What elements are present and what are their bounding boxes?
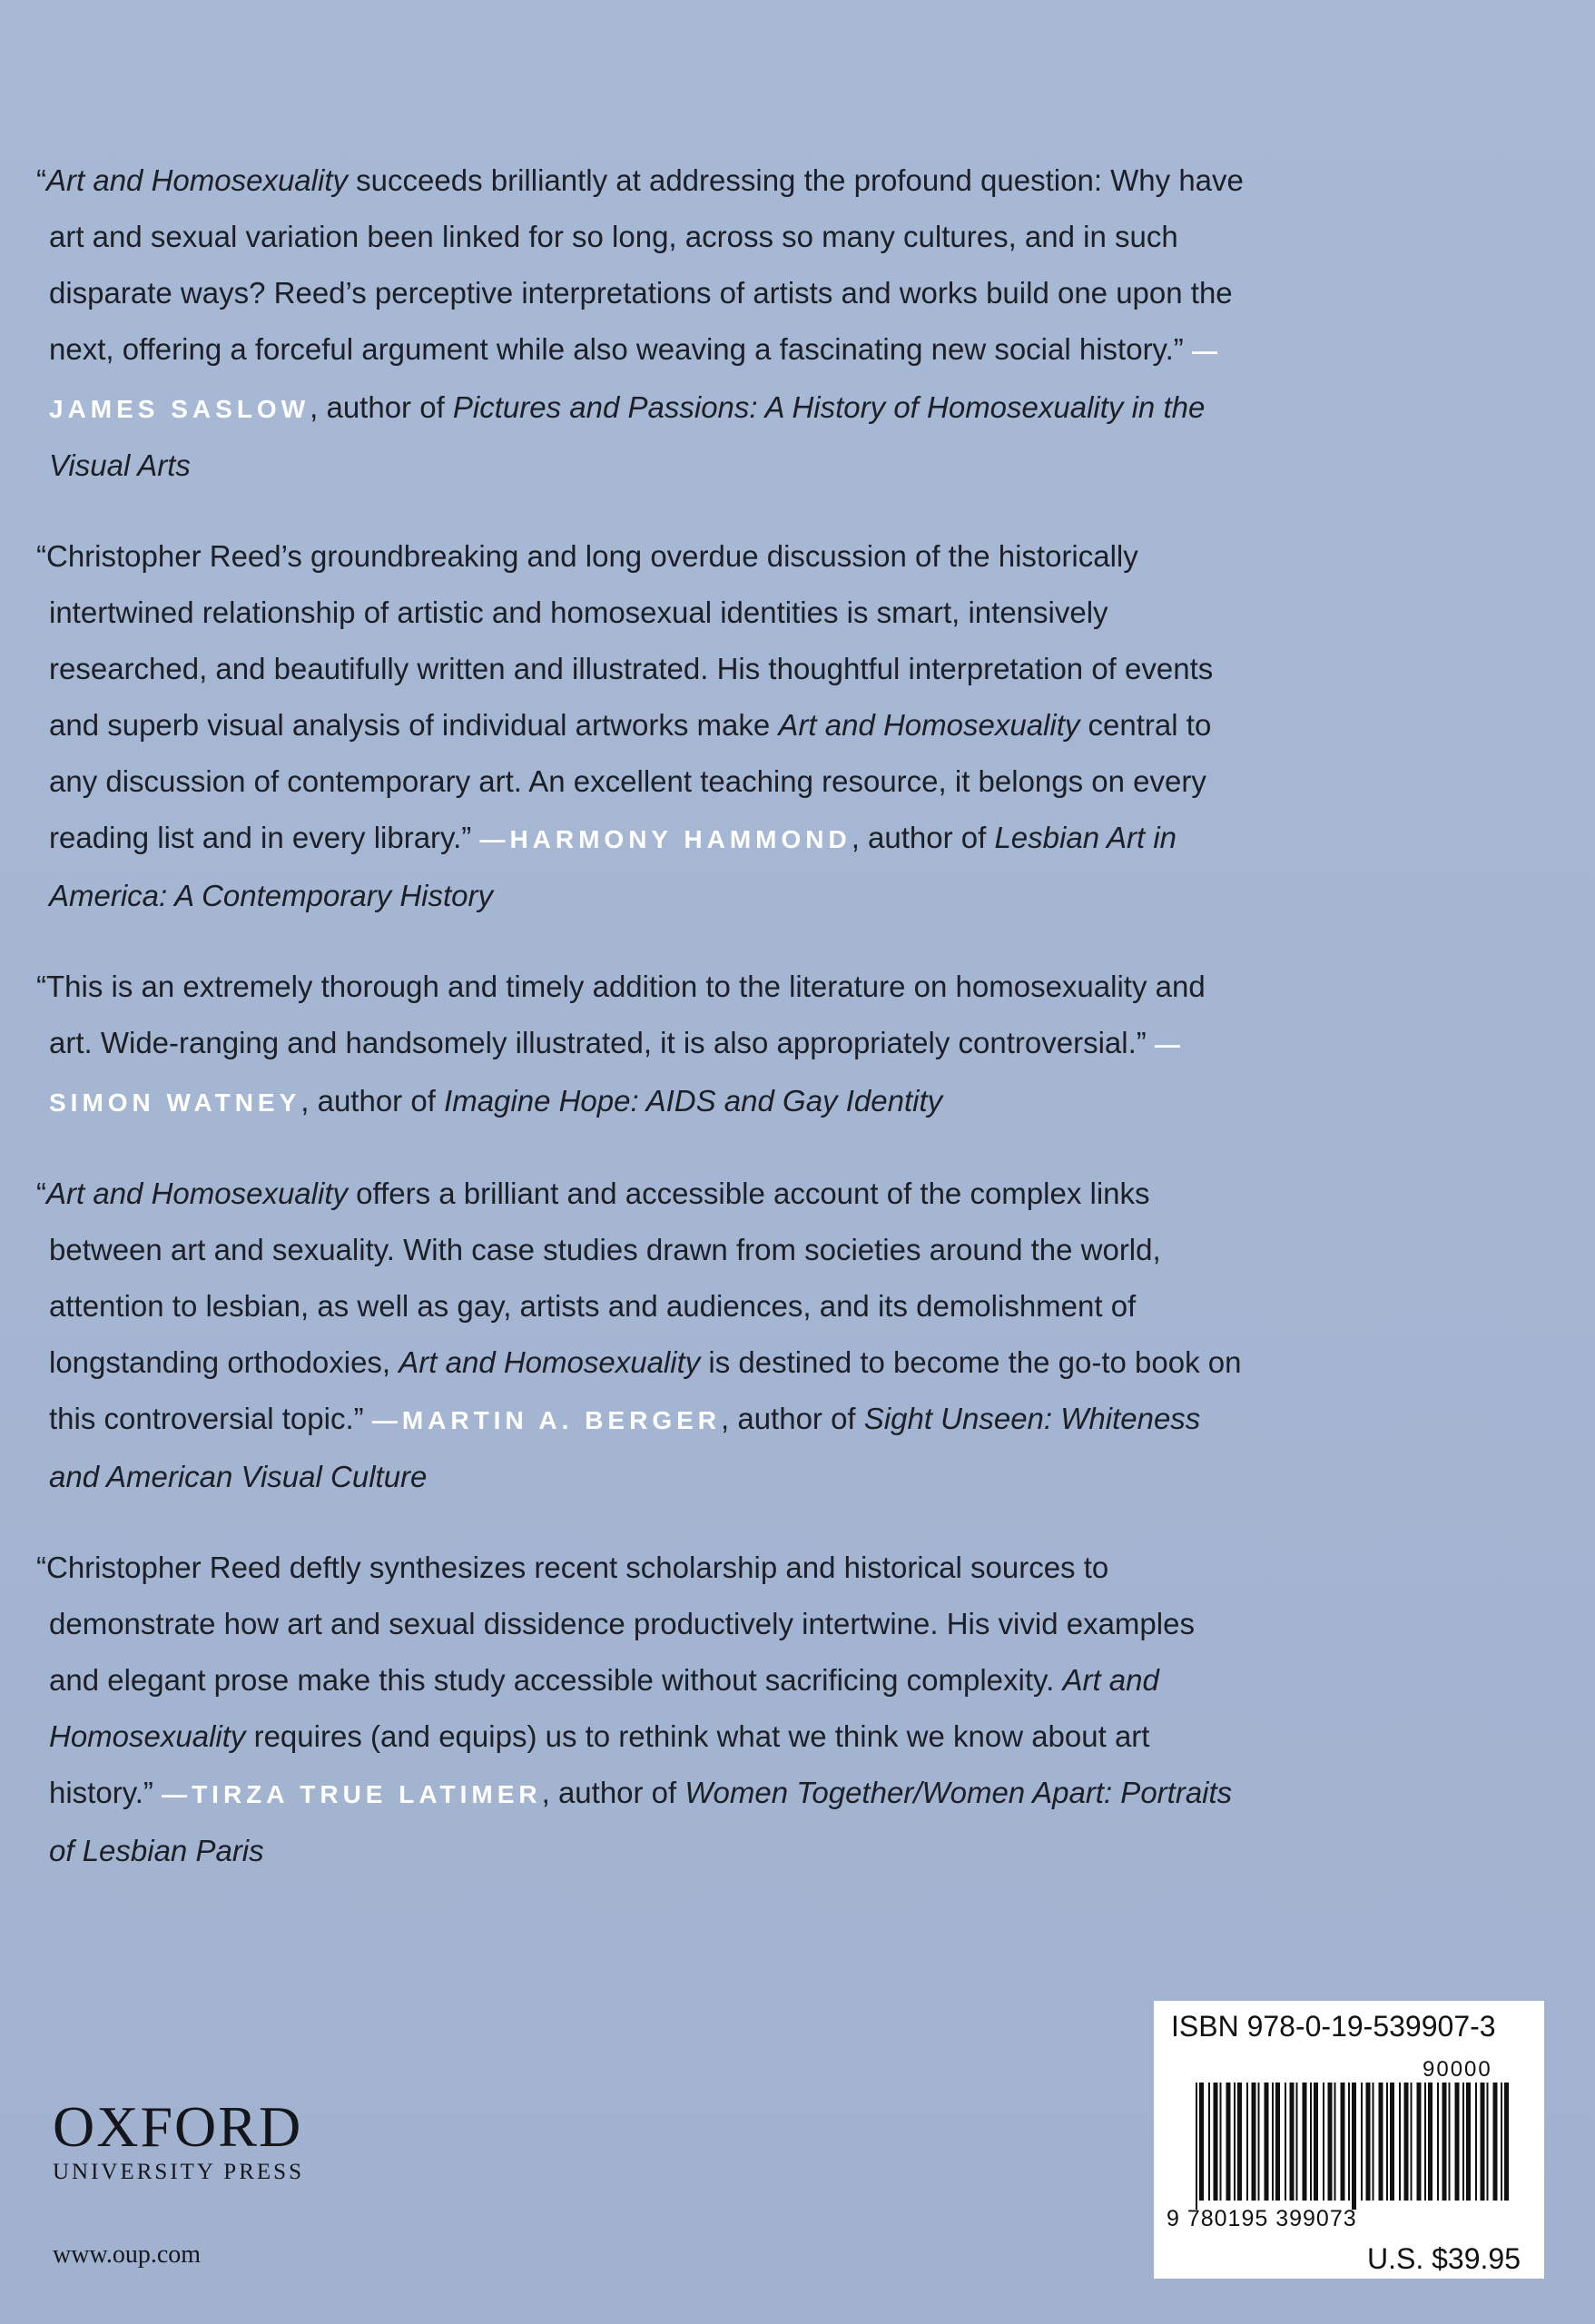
reviewer-name: —JAMES SASLOW <box>49 337 1222 423</box>
blurb <box>36 1540 1253 1879</box>
italic-title: Imagine Hope: AIDS and Gay Identity <box>444 1084 943 1118</box>
blurb-text: “ <box>36 163 46 197</box>
isbn-text: ISBN 978-0-19-539907-3 <box>1171 2010 1496 2043</box>
italic-title: Art and Homosexuality <box>49 1663 1159 1753</box>
reviewer-name: —SIMON WATNEY <box>49 1030 1185 1117</box>
blurb-text: “This is an extremely thorough and timely addition to the literature on homosexuality and art. Wide-ranging and handsomely illustrated, it is also appropriately controversial.” <box>36 970 1206 1059</box>
publisher-url: www.oup.com <box>53 2240 202 2269</box>
price: U.S. $39.95 <box>1367 2242 1521 2275</box>
blurb-text: “Christopher Reed deftly synthesizes recent scholarship and historical sources to demonstrate how art and sexual dissidence productively intertwine. His vivid examples and elegant prose make this study accessible without sacrificing complexity. <box>36 1551 1195 1697</box>
italic-title: Sight Unseen: Whiteness and American Visual Culture <box>49 1402 1201 1493</box>
italic-title: Art and Homosexuality <box>46 163 348 197</box>
publisher-name: OXFORD <box>53 2094 303 2159</box>
blurb-text: , author of <box>541 1776 685 1809</box>
barcode-icon <box>1196 2083 1522 2219</box>
blurb <box>36 1166 1253 1505</box>
blurb-text: , author of <box>300 1084 445 1118</box>
oxford-logo <box>53 2094 304 2188</box>
reviewer-name: —HARMONY HAMMOND <box>479 825 852 853</box>
blurb <box>36 153 1253 494</box>
italic-title: Art and Homosexuality <box>778 708 1080 742</box>
italic-title: Pictures and Passions: A History of Homosexuality in the Visual Arts <box>49 390 1206 482</box>
blurb-text: , author of <box>310 390 453 424</box>
price-code: 90000 <box>1423 2057 1492 2082</box>
blurb-text: “Christopher Reed’s groundbreaking and long overdue discussion of the historically intertwined relationship of artistic and homosexual identities is smart, intensively researched, and beautifully written and illustrated. His thoughtful interpretation of events and superb visual analysis of individual artworks make <box>36 539 1214 742</box>
blurbs <box>36 153 1253 1914</box>
italic-title: Lesbian Art in America: A Contemporary History <box>49 821 1177 912</box>
reviewer-name: —MARTIN A. BERGER <box>371 1406 721 1434</box>
blurb-text: , author of <box>721 1402 864 1435</box>
blurb-text: central to any discussion of contemporary art. An excellent teaching resource, it belongs on every reading list and in every library.” <box>49 708 1212 854</box>
publisher-subname: UNIVERSITY PRESS <box>53 2160 304 2184</box>
blurb-text: requires (and equips) us to rethink what we think we know about art history.” <box>49 1719 1150 1809</box>
blurb <box>36 959 1253 1131</box>
italic-title: Art and Homosexuality <box>46 1177 348 1210</box>
ean-digits: 9 780195 399073 <box>1167 2206 1357 2231</box>
reviewer-name: —TIRZA TRUE LATIMER <box>162 1780 542 1808</box>
blurb <box>36 528 1253 924</box>
blurb-text: , author of <box>851 821 995 854</box>
blurb-text: “ <box>36 1177 46 1210</box>
blurb-text: is destined to become the go-to book on this controversial topic.” <box>49 1345 1242 1435</box>
italic-title: Women Together/Women Apart: Portraits of Lesbian Paris <box>49 1776 1233 1867</box>
italic-title: Art and Homosexuality <box>399 1345 701 1379</box>
blurb-text: succeeds brilliantly at addressing the profound question: Why have art and sexual variation been linked for so long, across so many cultures, and in such disparate ways? Reed’s perceptive interpretations of artists and works build one upon the next, offering a forceful argument while also weaving a fascinating new social history.” <box>49 163 1244 366</box>
blurb-text: offers a brilliant and accessible account of the complex links between art and sexuality. With case studies drawn from societies around the world, attention to lesbian, as well as gay, artists and audiences, and its demolishment of longstanding orthodoxies, <box>49 1177 1161 1379</box>
barcode-box <box>1154 2001 1544 2279</box>
